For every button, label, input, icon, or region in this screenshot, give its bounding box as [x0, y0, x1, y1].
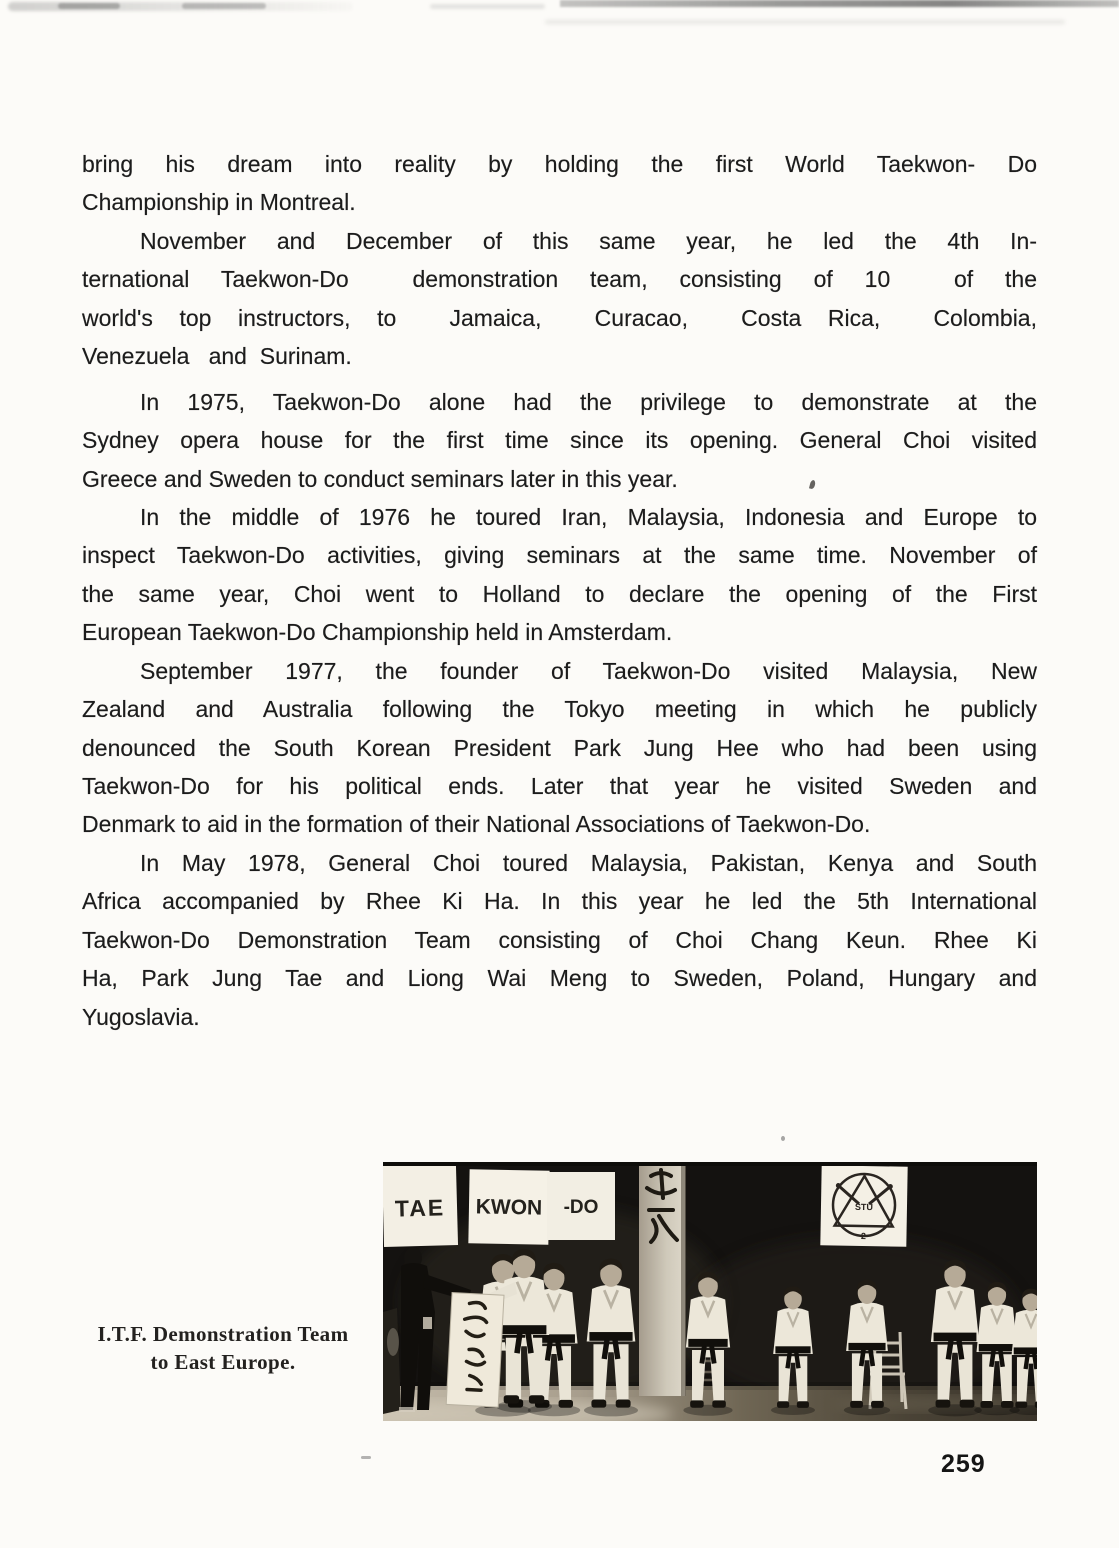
text-line: September 1977, the founder of Taekwon-Do visited Malaysia, New	[140, 657, 1037, 684]
text-line: inspect Taekwon-Do activities, giving seminars at the same time. November of	[82, 542, 1037, 569]
text-line: Championship in Montreal.	[82, 189, 356, 216]
paragraph	[82, 844, 1037, 1036]
page-number: 259	[941, 1450, 986, 1478]
text-line: bring his dream into reality by holding the first World Taekwon- Do	[82, 151, 1037, 177]
text-line: In the middle of 1976 he toured Iran, Malaysia, Indonesia and Europe to	[140, 503, 1037, 530]
emblem-sub-label: 2	[860, 1230, 867, 1242]
paragraph	[82, 498, 1037, 652]
text-line: Taekwon-Do Demonstration Team consisting of Choi Chang Keun. Rhee Ki	[82, 926, 1037, 953]
text-line: Zealand and Australia following the Tokyo meeting in which he publicly	[82, 696, 1037, 723]
photo-caption	[58, 1320, 388, 1376]
text-line: Sydney opera house for the first time since its opening. General Choi visited	[82, 427, 1037, 454]
ink-speck	[781, 1136, 785, 1141]
paragraph	[82, 222, 1037, 376]
emblem-label: STU	[854, 1201, 874, 1213]
text-line: Greece and Sweden to conduct seminars later in this year.	[82, 465, 678, 492]
text-line: world's top instructors, to Jamaica, Curacao, Costa Rica, Colombia,	[82, 304, 1037, 331]
text-line: ternational Taekwon-Do demonstration team, consisting of 10 of the	[82, 266, 1037, 293]
text-line: November and December of this same year, he led the 4th In-	[140, 227, 1037, 254]
text-line: denounced the South Korean President Park Jung Hee who had been using	[82, 734, 1037, 761]
scan-artifact	[58, 3, 120, 9]
body-text	[82, 145, 1037, 1036]
text-line: In 1975, Taekwon-Do alone had the privilege to demonstrate at the	[140, 388, 1037, 415]
text-line: Africa accompanied by Rhee Ki Ha. In this year he led the 5th International	[82, 888, 1037, 915]
text-line: European Taekwon-Do Championship held in Amsterdam.	[82, 619, 673, 646]
text-line: In May 1978, General Choi toured Malaysia, Pakistan, Kenya and South	[140, 849, 1037, 876]
sign-do-label: -DO	[563, 1197, 599, 1218]
text-line: Taekwon-Do for his political ends. Later that year he visited Sweden and	[82, 773, 1037, 799]
paragraph	[82, 652, 1037, 844]
scan-artifact	[545, 20, 1065, 24]
scan-artifact	[560, 0, 1119, 7]
paragraph	[82, 145, 1037, 222]
sign-do	[547, 1172, 615, 1240]
demonstration-photo	[383, 1162, 1037, 1421]
caption-line-1: I.T.F. Demonstration Team	[97, 1322, 349, 1346]
sign-kwon-label: KWON	[475, 1195, 543, 1220]
stage-pillar	[639, 1162, 686, 1396]
text-line: Denmark to aid in the formation of their National Associations of Taekwon-Do.	[82, 811, 871, 838]
photo-canvas	[383, 1162, 1037, 1421]
sign-kwon	[468, 1169, 549, 1244]
scan-artifact	[182, 3, 266, 9]
calligraphy-banner	[446, 1293, 504, 1408]
text-line: Venezuela and Surinam.	[82, 343, 352, 370]
sign-tae	[383, 1164, 458, 1247]
scan-artifact	[8, 2, 353, 11]
scan-artifact	[430, 4, 545, 9]
text-line: Yugoslavia.	[82, 1003, 200, 1030]
text-line: the same year, Choi went to Holland to declare the opening of the First	[82, 580, 1037, 607]
ink-speck	[361, 1456, 371, 1459]
sign-tae-label: TAE	[394, 1194, 446, 1222]
caption-line-2: to East Europe.	[150, 1350, 296, 1374]
emblem-sign	[820, 1165, 907, 1246]
paragraph	[82, 383, 1037, 498]
text-line: Ha, Park Jung Tae and Liong Wai Meng to Sweden, Poland, Hungary and	[82, 965, 1037, 992]
